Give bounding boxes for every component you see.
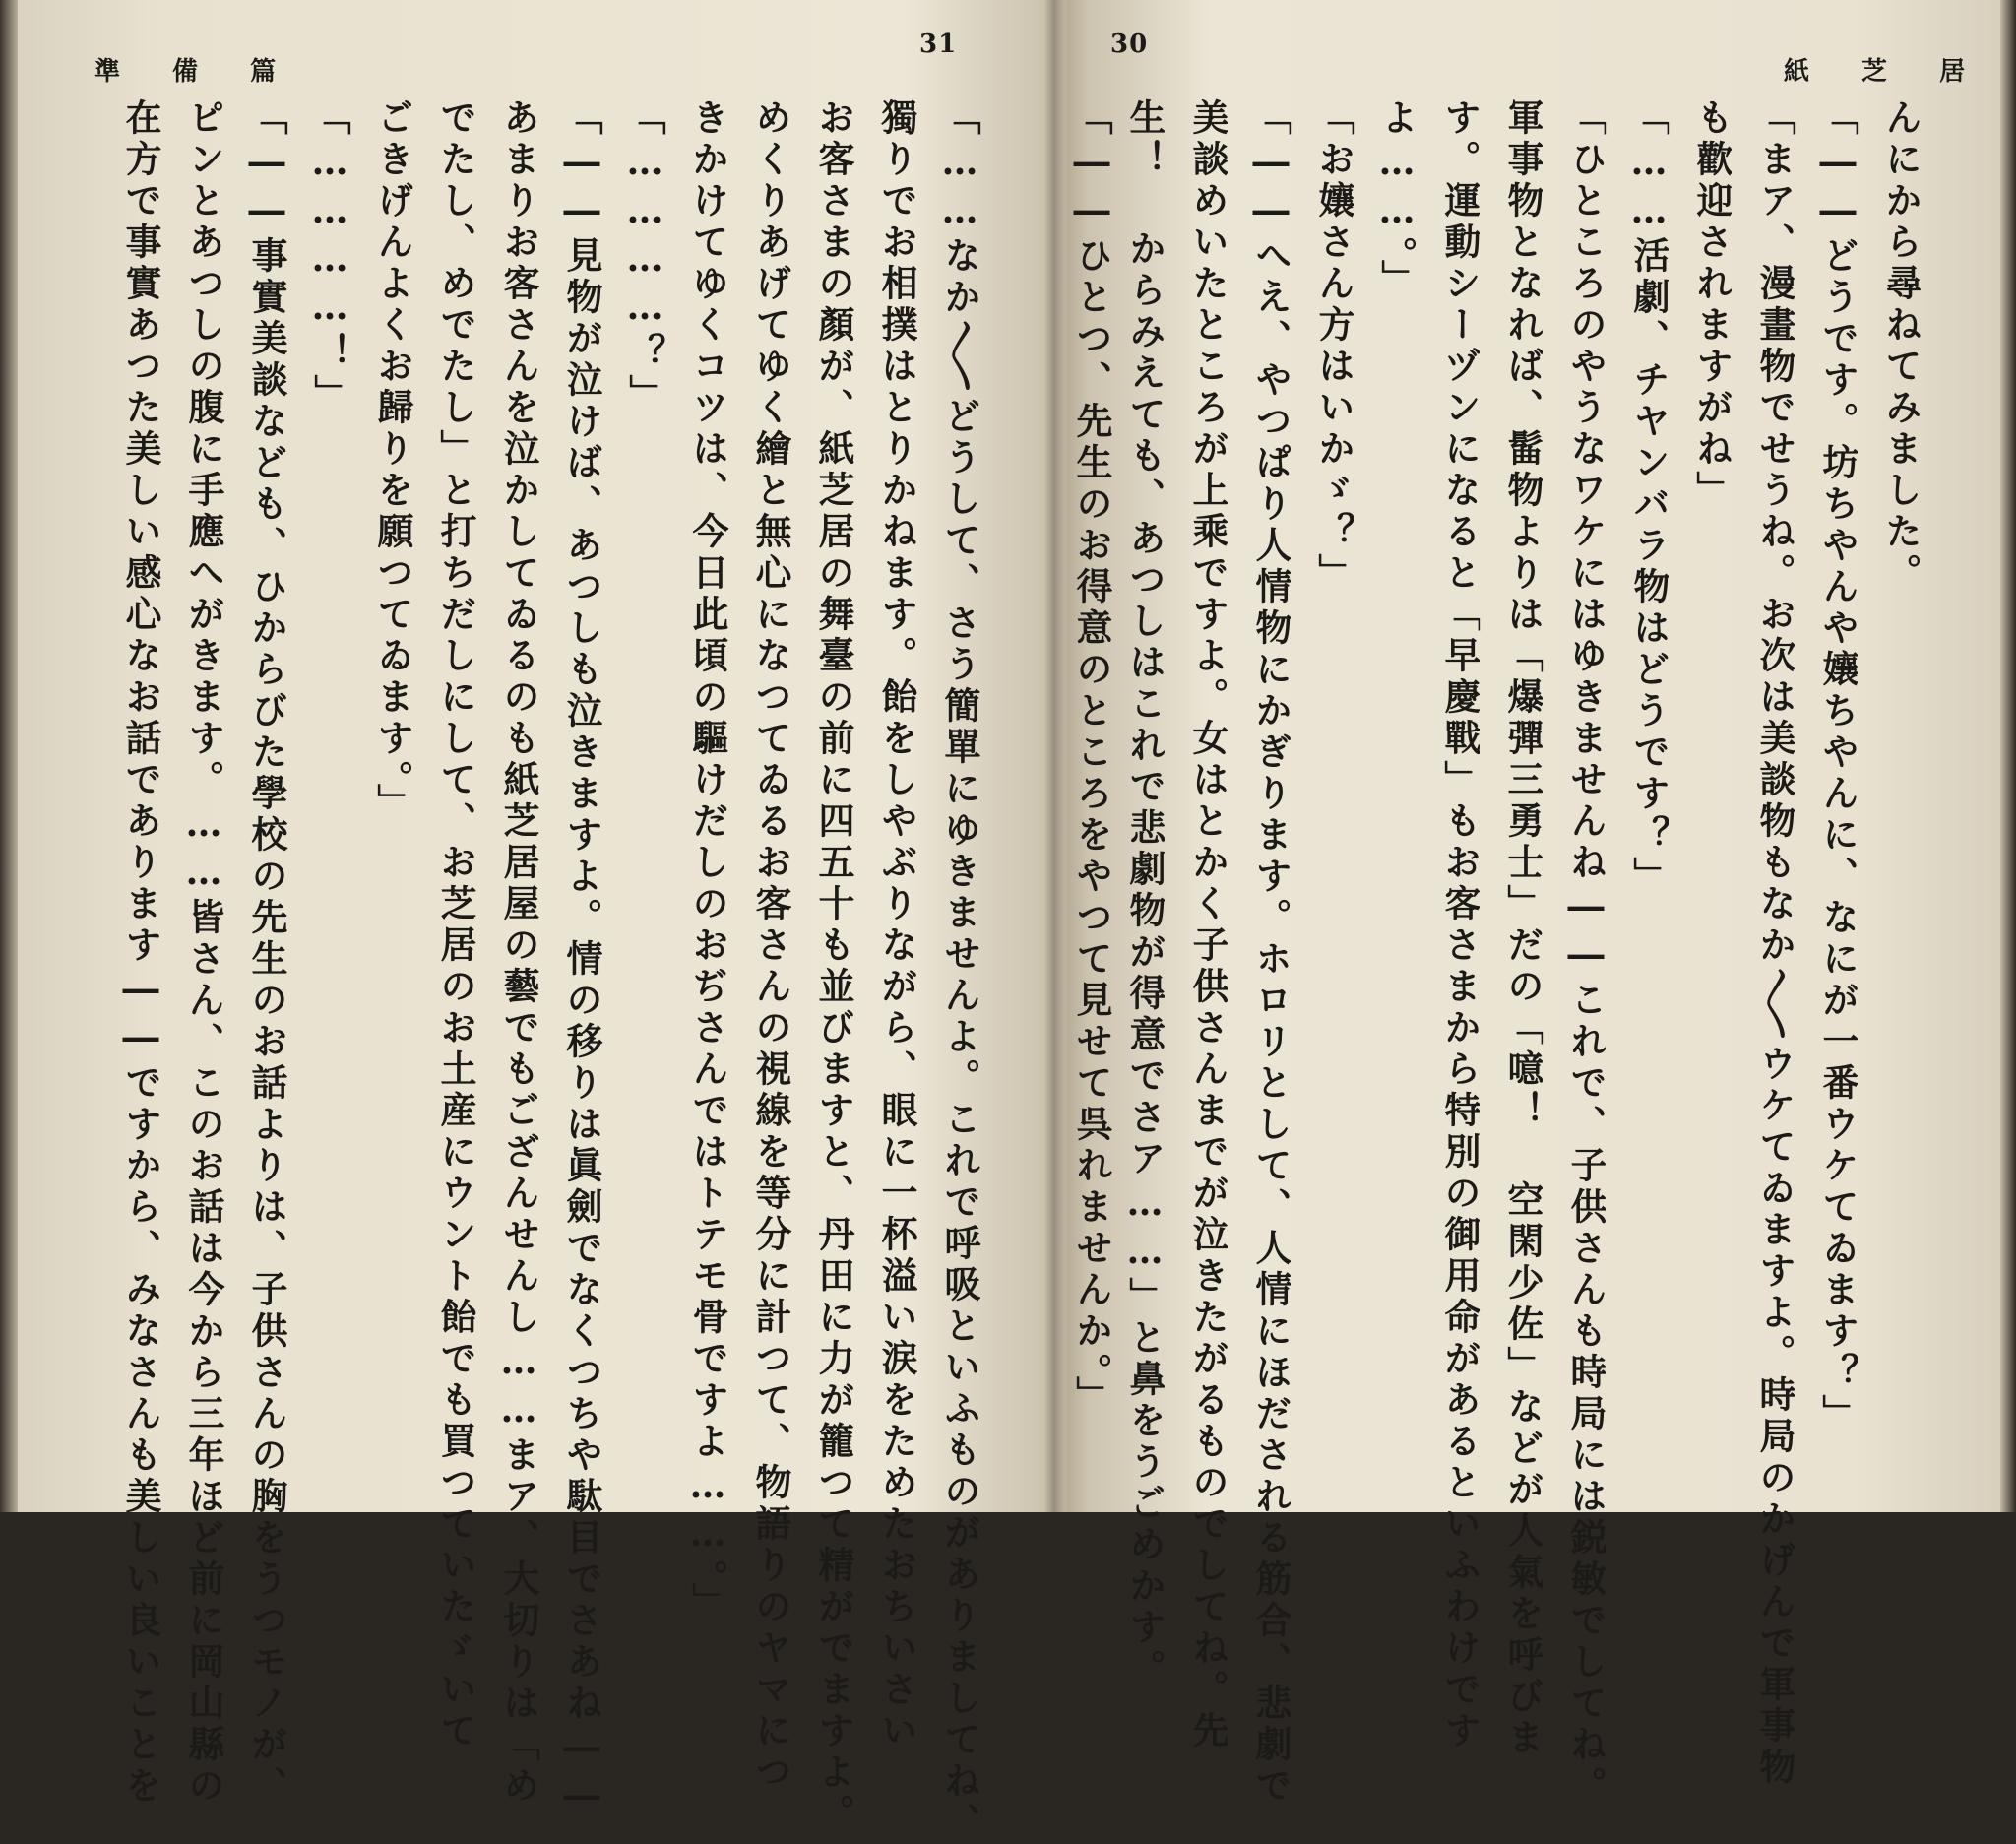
left-column-8: あまりお客さんを泣かしてゐるのも紙芝居屋の藝でもござんせんし……まア、大切りは「め: [497, 98, 540, 1808]
right-page-header: 紙 芝 居: [1784, 57, 1987, 87]
right-column-4: も歡迎されますがね」: [1690, 98, 1733, 512]
left-column-11: 「…………！」: [308, 98, 351, 415]
right-column-8: す。運動シーヅンになると「早慶戰」もお客さまから特別の御用命があるといふわけです: [1438, 98, 1481, 1752]
book-left-edge: [0, 0, 18, 1512]
right-column-1: んにから尋ねてみました。: [1879, 98, 1922, 595]
right-column-11: 「――へえ、やつぱり人情物にかぎります。ホロリとして、人情にほだされる筋合、悲劇で: [1249, 98, 1292, 1808]
right-column-13: 生！ からみえても、あつしはこれで悲劇物が得意でさア……」と鼻をうごめかす。: [1123, 98, 1166, 1690]
left-column-12: 「――事實美談なども、ひからびた學校の先生のお話よりは、子供さんの胸をうつモノが、: [245, 98, 288, 1808]
left-column-5: きかけてゆくコツは、今日此頃の驅けだしのおぢさんではトテモ骨ですよ……。」: [686, 98, 729, 1624]
left-column-4: めくりあげてゆく繪と無心になつてゐるお客さんの視線を等分に計つて、物語りのヤマにつ: [749, 98, 792, 1794]
right-column-9: よ……。」: [1375, 98, 1418, 301]
right-column-10: 「お孃さん方はいかゞ？」: [1312, 98, 1355, 595]
left-column-9: でたし、めでたし」と打ちだしにして、お芝居のお土産にウント飴でも買つていたゞいて: [434, 98, 477, 1752]
right-column-5: 「……活劇、チヤンバラ物はどうです？」: [1627, 98, 1670, 898]
left-column-10: ごきげんよくお歸りを願つてゐます。」: [371, 98, 414, 825]
right-column-6: 「ひところのやうなワケにはゆきませんね――これで、子供さんも時局には鋭敏でしてね。: [1564, 98, 1607, 1808]
right-column-14: 「――ひとつ、先生のお得意のところをやつて見せて呉れませんか。」: [1070, 98, 1113, 1418]
book-right-edge: [2000, 0, 2016, 1512]
left-column-6: 「…………？」: [623, 98, 666, 415]
left-page-number: 31: [919, 30, 958, 59]
left-column-1: 「……なか〳〵どうして、さう簡單にゆきませんよ。これで呼吸といふものがありましてね、: [938, 98, 981, 1844]
left-column-2: 獨りでお相撲はとりかねます。飴をしやぶりながら、眼に一杯溢い涙をためたおちいさい: [875, 98, 918, 1752]
left-column-3: お客さまの顏が、紙芝居の舞臺の前に四五十も並びますと、丹田に力が籠つて精がでますよ。: [812, 98, 855, 1835]
left-page-header: 準 備 篇: [94, 57, 298, 87]
left-column-7: 「――見物が泣けば、あつしも泣きますよ。情の移りは眞劍でなくつちや駄目でさあね――: [560, 98, 603, 1821]
book-gutter: [1043, 0, 1065, 1512]
left-column-14: 在方で事實あつた美しい感心なお話であります――ですから、みなさんも美しい良いことを: [119, 98, 162, 1808]
left-column-13: ピンとあつしの腹に手應へがきます。……皆さん、このお話は今から三年ほど前に岡山縣の: [182, 98, 225, 1808]
right-column-12: 美談めいたところが上乘ですよ。女はとかく子供さんまでが泣きたがるものでしてね。先: [1186, 98, 1229, 1752]
right-page-number: 30: [1110, 30, 1149, 59]
right-column-7: 軍事物となれば、髷物よりは「爆彈三勇士」だの「噫！ 空閑少佐」などが人氣を呼びま: [1501, 98, 1544, 1759]
right-column-2: 「――どうです。坊ちやんや孃ちやんに、なにが一番ウケてゐます？」: [1816, 98, 1859, 1435]
right-column-3: 「まア、漫畫物でせうね。お次は美談物もなか〳〵ウケてゐますよ。時局のかげんで軍事物: [1753, 98, 1796, 1789]
